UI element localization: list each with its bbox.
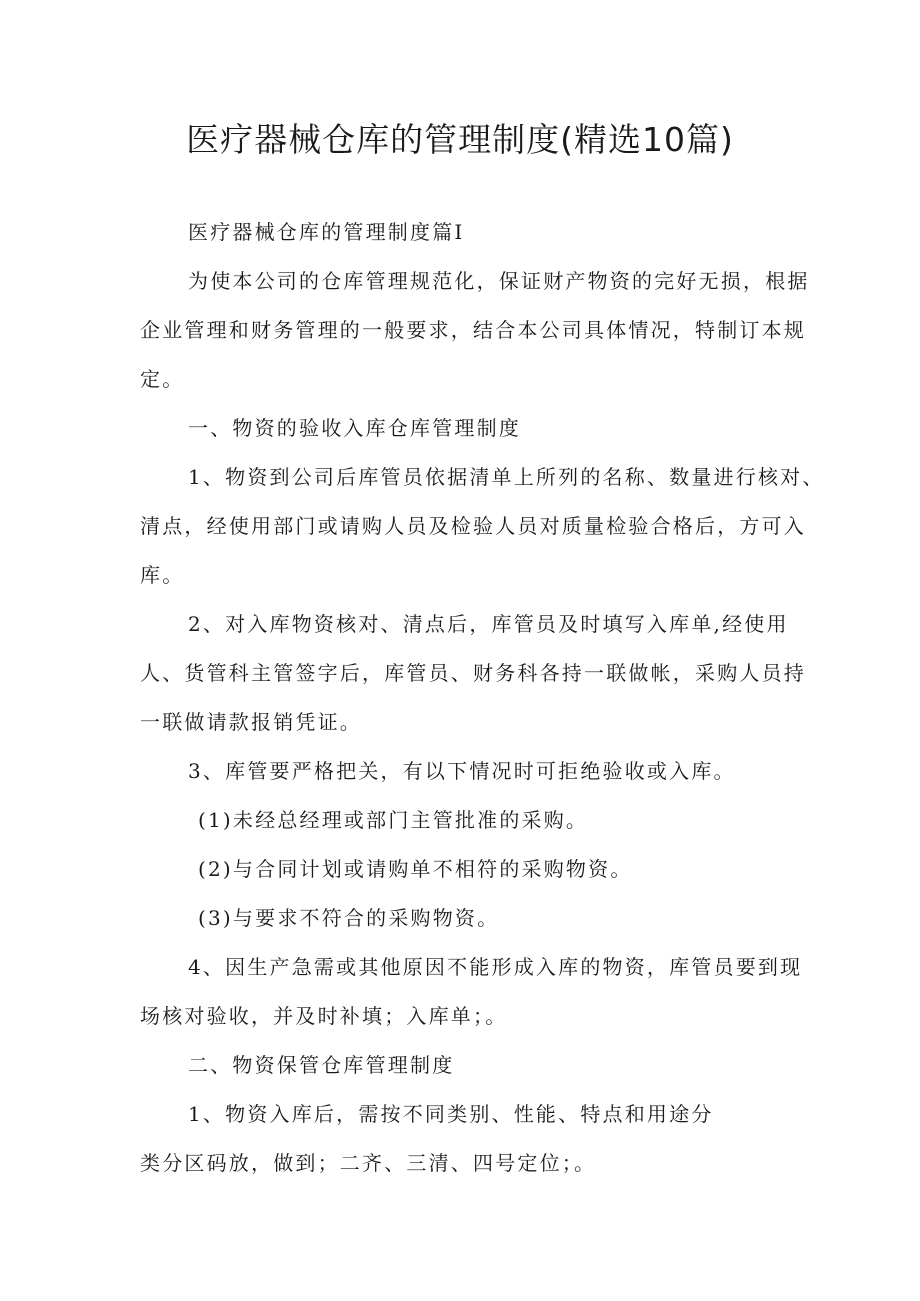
paragraph-line: 一联做请款报销凭证。 xyxy=(140,710,362,734)
paragraph-line: 场核对验收，并及时补填；入库单；。 xyxy=(140,1004,508,1028)
paragraph-line: 1、物资入库后，需按不同类别、性能、特点和用途分 xyxy=(188,1102,714,1126)
paragraph-line: 1、物资到公司后库管员依据清单上所列的名称、数量进行核对、 xyxy=(188,465,825,489)
paragraph-line: 清点，经使用部门或请购人员及检验人员对质量检验合格后，方可入 xyxy=(140,514,806,538)
paragraph-line: 4、因生产急需或其他原因不能形成入库的物资，库管员要到现 xyxy=(188,955,803,979)
list-item: (3)与要求不符合的采购物资。 xyxy=(198,906,500,930)
paragraph-line: 人、货管科主管签字后，库管员、财务科各持一联做帐，采购人员持 xyxy=(140,661,806,685)
paragraph-line: 定。 xyxy=(140,367,185,391)
document-title: 医疗器械仓库的管理制度(精选10篇) xyxy=(186,120,734,159)
paragraph-line: 2、对入库物资核对、清点后，库管员及时填写入库单,经使用 xyxy=(188,612,789,636)
section-heading-1: 一、物资的验收入库仓库管理制度 xyxy=(188,416,521,440)
paragraph-line: 库。 xyxy=(140,563,185,587)
section-heading-2: 二、物资保管仓库管理制度 xyxy=(188,1053,455,1077)
paragraph-line: 类分区码放，做到；二齐、三清、四号定位；。 xyxy=(140,1151,597,1175)
list-item: (2)与合同计划或请购单不相符的采购物资。 xyxy=(198,857,633,881)
paragraph-line: 3、库管要严格把关，有以下情况时可拒绝验收或入库。 xyxy=(188,759,736,783)
paragraph-line: 为使本公司的仓库管理规范化，保证财产物资的完好无损，根据 xyxy=(188,269,810,293)
list-item: (1)未经总经理或部门主管批准的采购。 xyxy=(198,808,589,832)
section-heading-article-1: 医疗器械仓库的管理制度篇I xyxy=(188,220,465,244)
paragraph-line: 企业管理和财务管理的一般要求，结合本公司具体情况，特制订本规 xyxy=(140,318,806,342)
